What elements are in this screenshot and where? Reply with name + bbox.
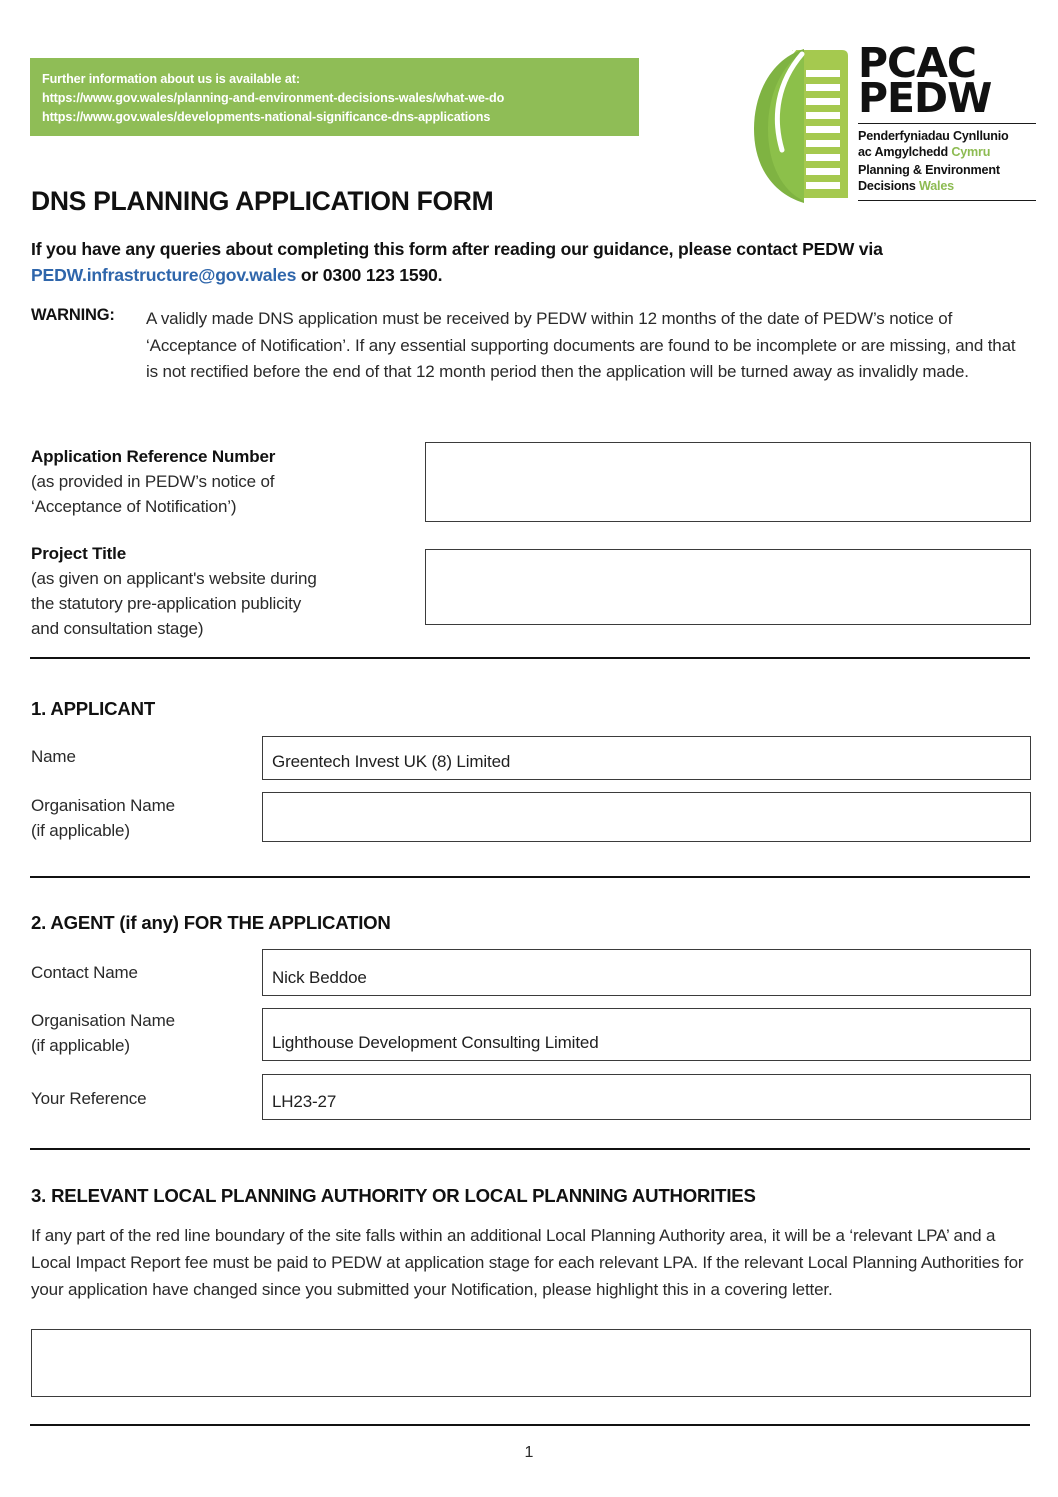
application-reference-number-label-line3: ‘Acceptance of Notification’) bbox=[31, 497, 237, 516]
agent-organisation-label bbox=[31, 1008, 251, 1058]
logo-subtitle-english-line2 bbox=[858, 179, 1038, 195]
logo-english-green: Wales bbox=[919, 178, 954, 193]
logo-welsh-plain: ac Amgylchedd bbox=[858, 144, 952, 159]
agent-your-reference-value: LH23-27 bbox=[272, 1092, 337, 1111]
banner-line-intro: Further information about us is available at: bbox=[42, 72, 300, 86]
agent-contact-name-value: Nick Beddoe bbox=[272, 968, 367, 987]
warning-label: WARNING: bbox=[31, 306, 115, 324]
section-2-heading: 2. AGENT (if any) FOR THE APPLICATION bbox=[31, 912, 391, 933]
application-reference-number-input[interactable] bbox=[425, 442, 1031, 522]
project-title-label bbox=[31, 541, 421, 641]
logo-subtitle-english-line1: Planning & Environment bbox=[858, 163, 1000, 177]
further-information-banner bbox=[30, 58, 639, 136]
project-title-label-line2: (as given on applicant's website during bbox=[31, 569, 317, 588]
agent-organisation-input[interactable] bbox=[262, 1008, 1031, 1061]
logo-subtitle-welsh bbox=[858, 129, 1038, 160]
agent-organisation-label-line1: Organisation Name bbox=[31, 1011, 175, 1030]
logo-subtitle-welsh-line1: Penderfyniadau Cynllunio bbox=[858, 129, 1009, 143]
application-reference-number-label-bold: Application Reference Number bbox=[31, 447, 276, 466]
agent-contact-name-input[interactable] bbox=[262, 949, 1031, 996]
contact-prefix-text: If you have any queries about completing this form after reading our guidance, please contact PEDW via bbox=[31, 239, 883, 259]
agent-your-reference-input[interactable] bbox=[262, 1074, 1031, 1120]
applicant-organisation-input[interactable] bbox=[262, 792, 1031, 842]
section-1-heading: 1. APPLICANT bbox=[31, 698, 155, 719]
pedw-leaf-building-logo-icon bbox=[748, 46, 854, 204]
section-3-heading: 3. RELEVANT LOCAL PLANNING AUTHORITY OR LOCAL PLANNING AUTHORITIES bbox=[31, 1185, 756, 1206]
application-reference-number-label bbox=[31, 444, 411, 519]
applicant-name-value: Greentech Invest UK (8) Limited bbox=[272, 752, 511, 771]
applicant-organisation-label bbox=[31, 793, 251, 843]
pedw-logo-wordmark bbox=[858, 39, 1038, 201]
project-title-input[interactable] bbox=[425, 549, 1031, 625]
applicant-name-label: Name bbox=[31, 747, 76, 766]
agent-organisation-value: Lighthouse Development Consulting Limited bbox=[272, 1033, 599, 1052]
contact-email-link[interactable]: PEDW.infrastructure@gov.wales bbox=[31, 265, 297, 285]
logo-divider-bottom bbox=[858, 200, 1036, 201]
agent-your-reference-label: Your Reference bbox=[31, 1089, 147, 1108]
logo-subtitle-english bbox=[858, 163, 1038, 194]
logo-acronym-pedw: PEDW bbox=[858, 74, 992, 122]
page-number: 1 bbox=[524, 1444, 534, 1461]
logo-english-plain: Decisions bbox=[858, 178, 919, 193]
application-reference-number-label-line2: (as provided in PEDW’s notice of bbox=[31, 472, 275, 491]
warning-text: A validly made DNS application must be received by PEDW within 12 months of the date of PEDW’s notice of ‘Acceptance of Notification’. If any essential supporting documents are found to be incomplete or are missing, and that is not rectified before the end of that 12 month period then the application will be turned away as invalidly made. bbox=[146, 309, 1016, 381]
page-title: DNS PLANNING APPLICATION FORM bbox=[31, 186, 494, 216]
pedw-logo bbox=[748, 39, 1038, 206]
divider-above-section-1 bbox=[30, 657, 1030, 659]
logo-welsh-green: Cymru bbox=[951, 144, 991, 159]
applicant-organisation-label-line2: (if applicable) bbox=[31, 821, 130, 840]
logo-subtitle-welsh-line2 bbox=[858, 145, 1038, 161]
divider-above-section-3 bbox=[30, 1148, 1030, 1150]
divider-footer bbox=[30, 1424, 1030, 1426]
applicant-organisation-label-line1: Organisation Name bbox=[31, 796, 175, 815]
contact-suffix-text: or 0300 123 1590. bbox=[296, 265, 443, 285]
warning-block bbox=[31, 306, 1031, 386]
logo-acronym-pcac: PCAC bbox=[858, 39, 976, 87]
applicant-name-input[interactable] bbox=[262, 736, 1031, 780]
project-title-label-line3: the statutory pre-application publicity bbox=[31, 594, 302, 613]
banner-link-dns-applications[interactable]: https://www.gov.wales/developments-national-significance-dns-applications bbox=[42, 110, 491, 124]
agent-contact-name-label: Contact Name bbox=[31, 963, 138, 982]
contact-instruction bbox=[31, 236, 1031, 288]
agent-organisation-label-line2: (if applicable) bbox=[31, 1036, 130, 1055]
banner-link-what-we-do[interactable]: https://www.gov.wales/planning-and-environment-decisions-wales/what-we-do bbox=[42, 91, 505, 105]
project-title-label-line4: and consultation stage) bbox=[31, 619, 204, 638]
divider-above-section-2 bbox=[30, 876, 1030, 878]
logo-divider-top bbox=[858, 123, 1036, 124]
section-3-body-text: If any part of the red line boundary of the site falls within an additional Local Planning Authority area, it will be a ‘relevant LPA’ and a Local Impact Report fee must be paid to PEDW at application stage for each relevant LPA. If the relevant Local Planning Authorities for your application have changed since you submitted your Notification, please highlight this in a covering letter. bbox=[31, 1226, 1024, 1299]
relevant-lpa-input[interactable] bbox=[31, 1329, 1031, 1397]
project-title-label-bold: Project Title bbox=[31, 544, 127, 563]
